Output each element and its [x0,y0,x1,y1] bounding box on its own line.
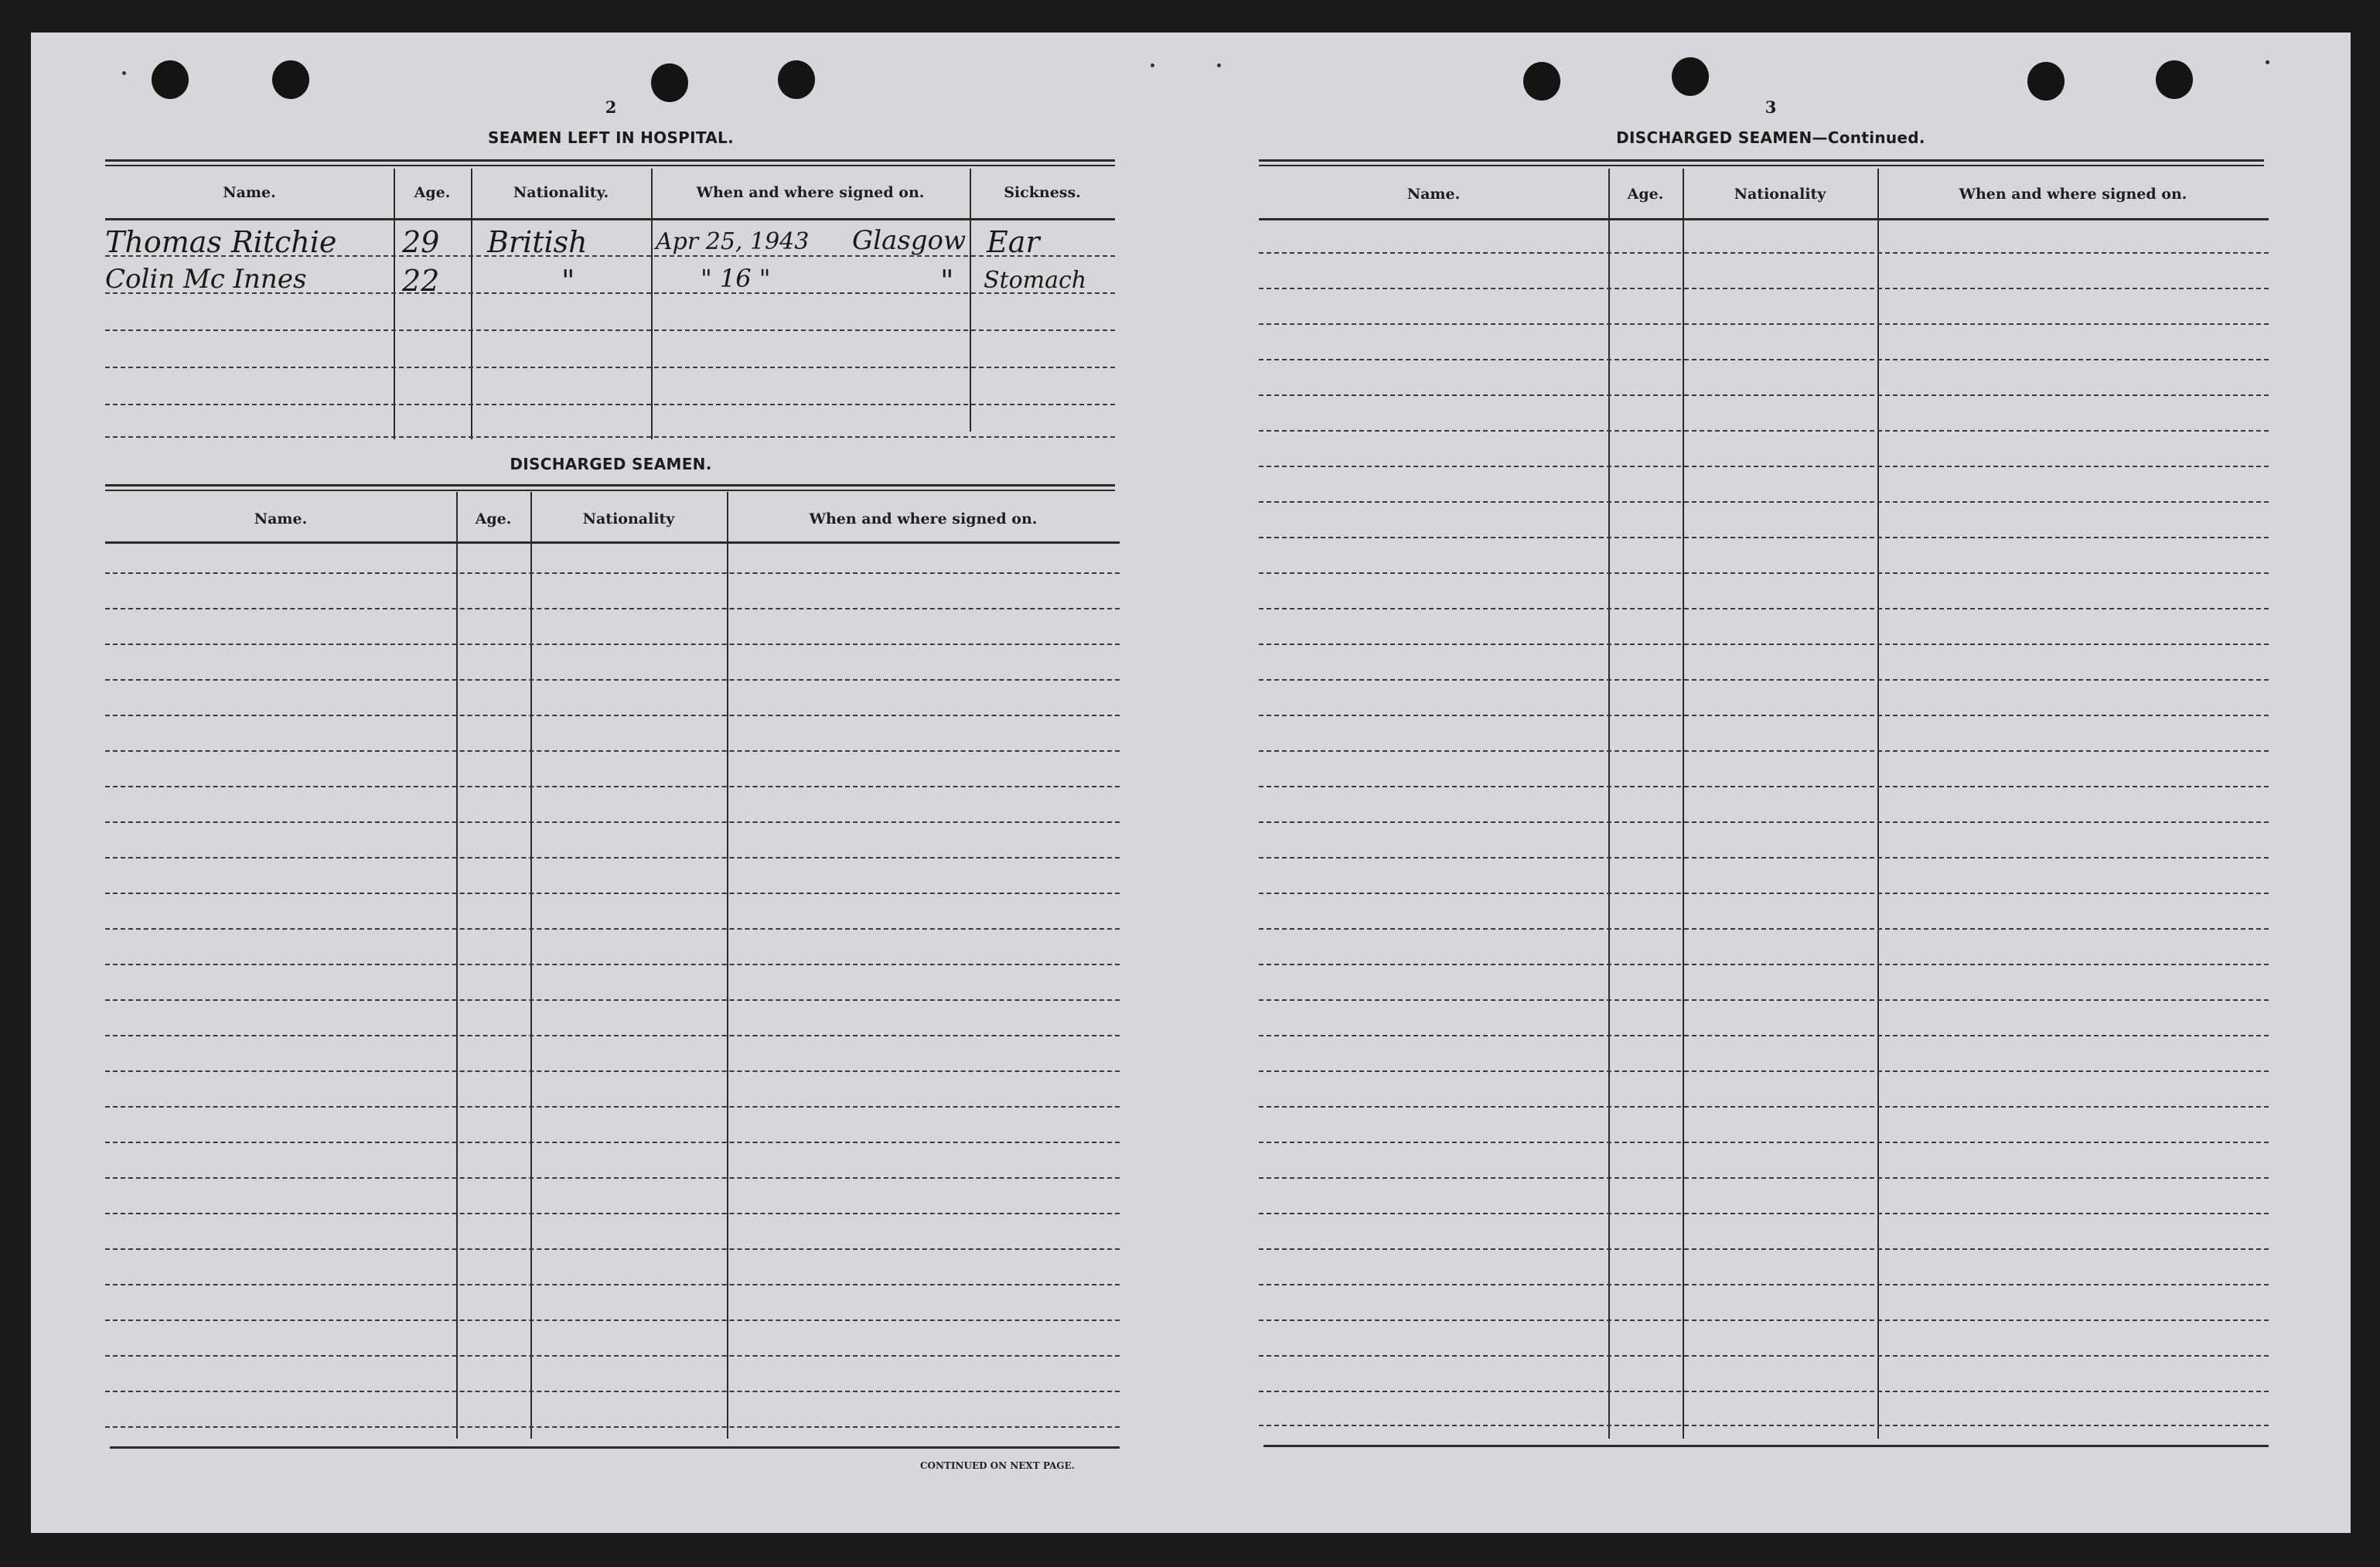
table-row [1259,323,2269,360]
col-header-name: Name. [1407,186,1461,203]
table-row [1259,1391,2269,1426]
table-row [105,1177,1120,1214]
entry-sickness: Stomach [984,267,1087,294]
col-header-sickness: Sickness. [1004,184,1081,201]
table-row [105,750,1120,787]
col-header-age: Age. [414,184,451,201]
entry-name: Colin Mc Innes [105,264,307,295]
table-row [1259,786,2269,823]
entry-nationality: " [561,264,575,298]
table-row [1259,252,2269,289]
table-row [1259,218,2269,254]
left-page [31,32,1191,1533]
table-row [1259,1177,2269,1214]
table-row [105,999,1120,1036]
table-row [1259,1355,2269,1392]
entry-age: 29 [402,225,440,259]
entry-age: 22 [402,264,440,298]
table-row [105,608,1120,645]
right-page [1191,32,2351,1533]
table-row [1259,1106,2269,1143]
table-row [1259,394,2269,432]
col-header-signed-on: When and where signed on. [809,510,1038,527]
page-number: 3 [1765,97,1777,117]
table-row [105,857,1120,894]
table-row [1259,466,2269,503]
table-row [1259,537,2269,574]
entry-date: Apr 25, 1943 [656,228,810,255]
table-row [105,541,1120,574]
discharged-table [105,492,1120,1482]
table-row [1259,359,2269,396]
table-row [1259,1142,2269,1179]
top-rule [105,159,1115,166]
table-row [105,329,1115,368]
table-row [105,1248,1120,1285]
table-row [1259,679,2269,716]
table-row [105,715,1120,752]
entry-sickness: Ear [987,225,1040,259]
table-row [1259,964,2269,1001]
table-row [1259,857,2269,894]
table-row [1259,1284,2269,1321]
table-row [105,1355,1120,1392]
hospital-section-title: SEAMEN LEFT IN HOSPITAL. [488,128,734,147]
table-row [105,367,1115,405]
table-row [1259,430,2269,467]
table-row [105,928,1120,965]
col-header-age: Age. [475,510,512,527]
table-row [105,821,1120,859]
table-row [1259,1070,2269,1108]
col-header-nationality: Nationality [1734,186,1826,203]
bottom-rule [110,1446,1120,1449]
table-row [105,1142,1120,1179]
document-sheet [31,32,2351,1533]
table-row [105,1284,1120,1321]
table-row [105,572,1120,609]
page-number: 2 [605,97,617,117]
table-row [1259,893,2269,930]
table-row [1259,644,2269,681]
table-row [105,893,1120,930]
entry-place: " [940,264,954,298]
table-row [105,1319,1120,1357]
entry-date: " 16 " [701,264,771,293]
table-row [105,404,1115,438]
top-rule [105,484,1115,491]
bottom-rule [1263,1445,2269,1447]
top-rule [1259,159,2264,166]
discharged-continued-title: DISCHARGED SEAMEN—Continued. [1616,128,1925,147]
table-row [1259,288,2269,325]
table-row [105,1070,1120,1108]
col-header-signed-on: When and where signed on. [696,184,925,201]
table-row [1259,608,2269,645]
table-row [1259,572,2269,609]
col-header-name: Name. [254,510,308,527]
table-row [1259,750,2269,787]
hospital-table [105,169,1115,478]
table-row [1259,821,2269,859]
table-row [1259,1035,2269,1072]
table-row [1259,1319,2269,1357]
table-row [105,679,1120,716]
table-row [105,1213,1120,1250]
table-row [105,1035,1120,1072]
discharged-continued-table [1259,169,2269,1483]
col-header-signed-on: When and where signed on. [1959,186,2187,203]
table-row [1259,1213,2269,1250]
entry-place: Glasgow [852,225,967,256]
col-header-age: Age. [1627,186,1664,203]
col-header-name: Name. [223,184,276,201]
table-row [1259,999,2269,1036]
table-row [1259,928,2269,965]
table-row [1259,1248,2269,1285]
entry-nationality: British [487,225,588,259]
table-row [105,964,1120,1001]
table-row [1259,501,2269,538]
table-row [1259,715,2269,752]
col-header-nationality: Nationality [582,510,675,527]
entry-name: Thomas Ritchie [105,225,337,259]
table-row [105,644,1120,681]
table-row [105,1391,1120,1428]
continued-footer: CONTINUED ON NEXT PAGE. [920,1460,1075,1471]
table-row [105,1106,1120,1143]
table-row [105,292,1115,331]
table-row [105,786,1120,823]
col-header-nationality: Nationality. [513,184,609,201]
discharged-section-title: DISCHARGED SEAMEN. [510,455,712,473]
